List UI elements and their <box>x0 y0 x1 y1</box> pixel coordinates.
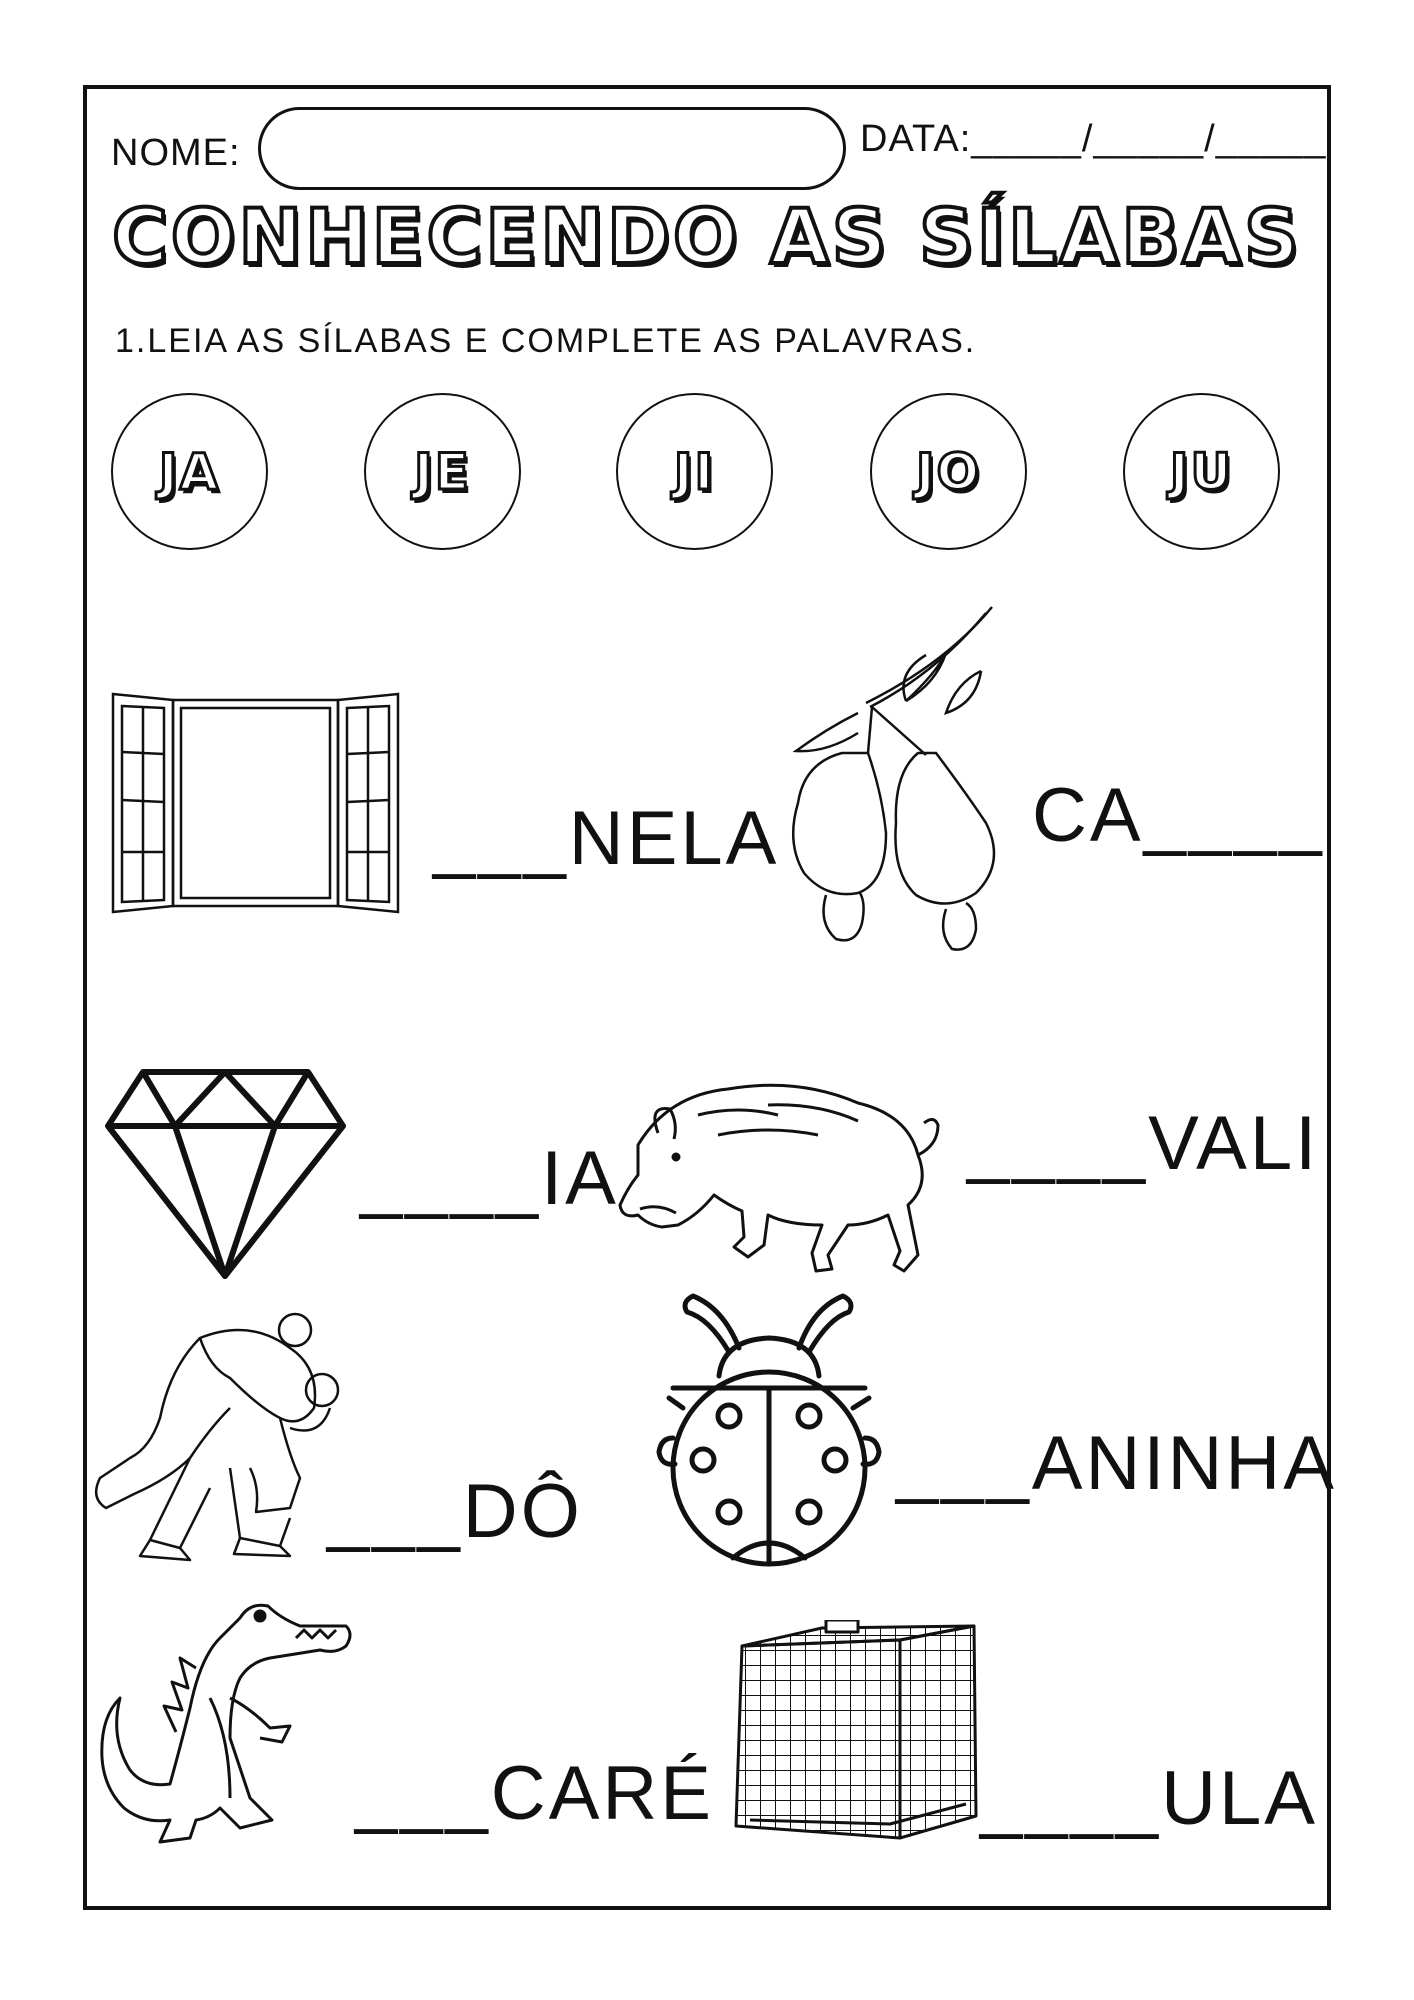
syllable-circle-je <box>364 393 521 550</box>
name-label: NOME: <box>111 132 241 174</box>
page-title: CONHECENDO AS SÍLABAS <box>112 192 1302 281</box>
syllable-label: JI <box>673 442 716 501</box>
date-field[interactable]: DATA:_____/_____/_____ <box>860 118 1327 160</box>
alligator-icon <box>100 1598 355 1848</box>
cage-icon <box>730 1620 980 1845</box>
syllable-circle-ji <box>616 393 773 550</box>
name-field[interactable] <box>258 107 846 190</box>
window-icon <box>108 692 403 914</box>
syllable-circle-jo <box>870 393 1027 550</box>
word-janela: ___NELA <box>433 796 780 881</box>
word-judo: ___DÔ <box>327 1469 583 1554</box>
word-javali: ____VALI <box>967 1101 1320 1186</box>
word-jacare: ___CARÉ <box>355 1751 714 1836</box>
instruction-text: 1.LEIA AS SÍLABAS E COMPLETE AS PALAVRAS. <box>115 322 977 360</box>
cashew-icon <box>786 603 1008 955</box>
word-joia: ____IA <box>360 1136 619 1221</box>
syllable-label: JE <box>414 442 471 501</box>
syllable-circle-ju <box>1123 393 1280 550</box>
word-jaula: ____ULA <box>980 1756 1318 1841</box>
ladybug-icon <box>653 1288 885 1573</box>
boar-icon <box>618 1075 943 1285</box>
word-caju: CA____ <box>1032 773 1325 858</box>
syllable-label: JO <box>915 442 982 501</box>
syllable-circle-ja <box>111 393 268 550</box>
judo-icon <box>90 1308 340 1563</box>
syllable-label: JA <box>158 442 221 501</box>
syllable-label: JU <box>1169 442 1234 501</box>
word-joaninha: ___ANINHA <box>896 1421 1337 1506</box>
diamond-icon <box>103 1066 348 1281</box>
